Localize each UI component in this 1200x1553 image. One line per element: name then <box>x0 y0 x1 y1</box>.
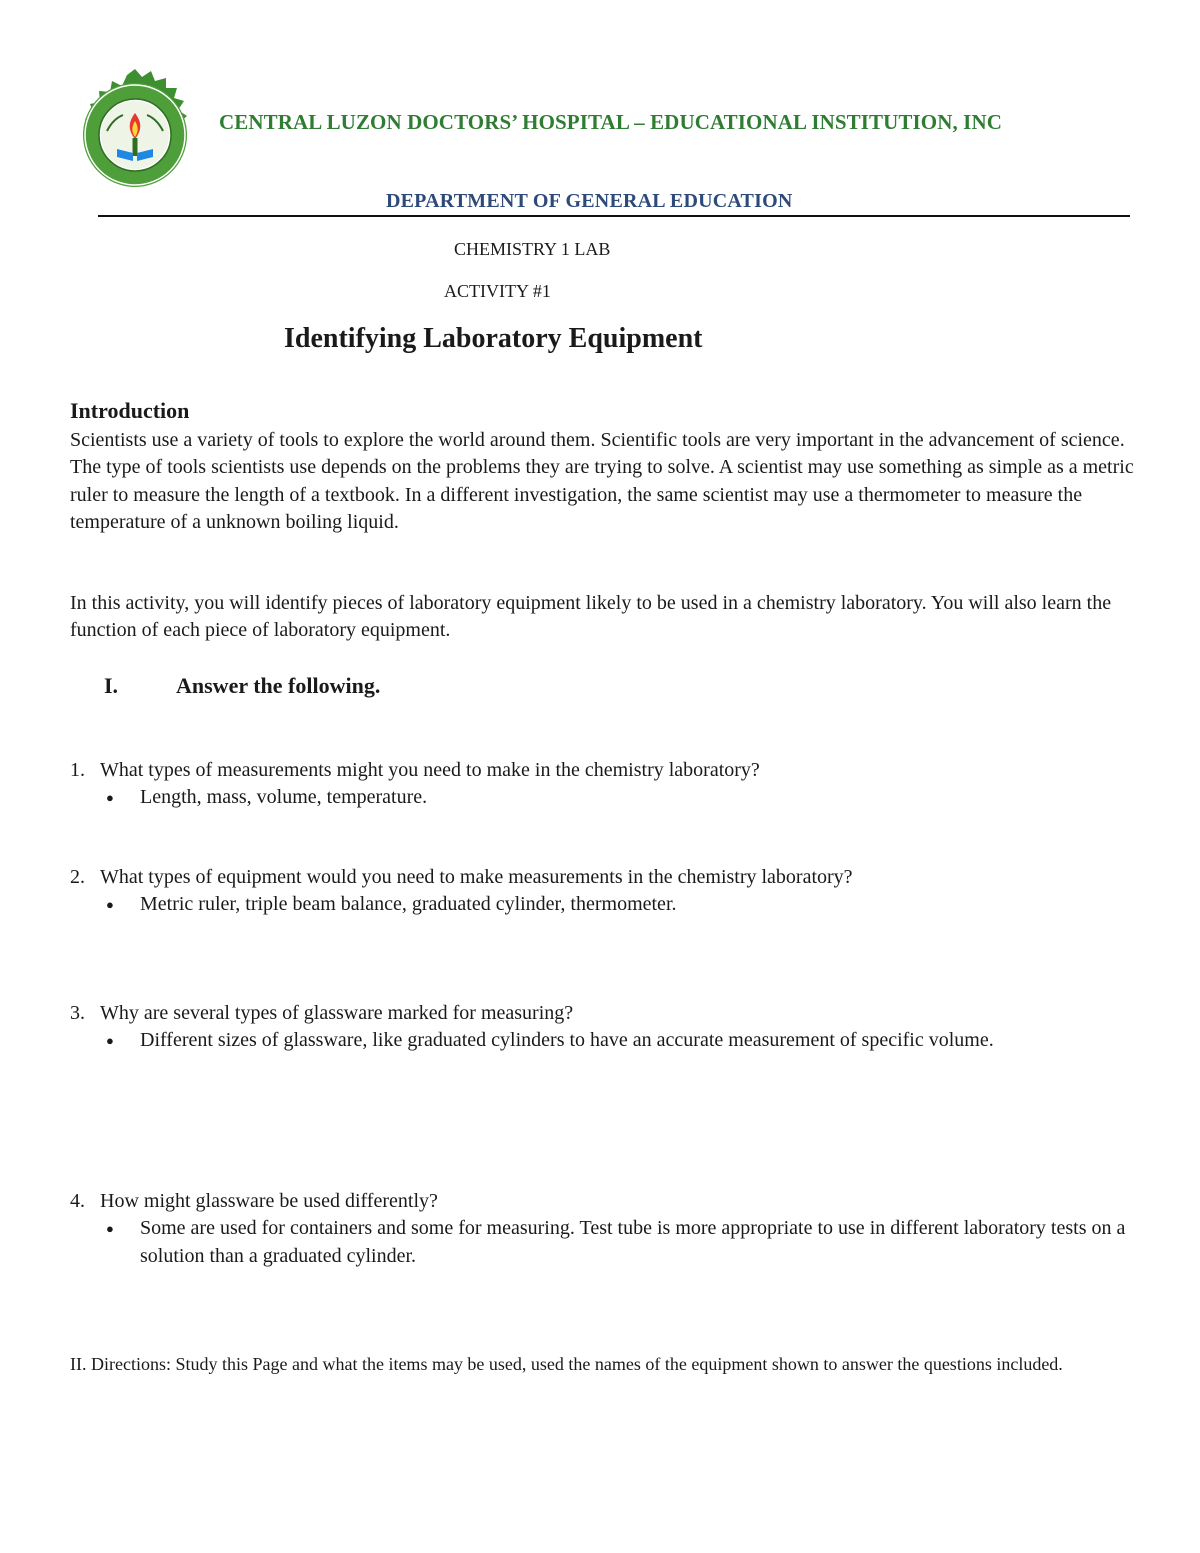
question-text: Why are several types of glassware marked for measuring? <box>100 1002 574 1024</box>
question-item <box>70 864 1130 919</box>
question-number: 2. <box>70 866 85 888</box>
introduction-heading: Introduction <box>70 398 190 423</box>
department-name: DEPARTMENT OF GENERAL EDUCATION <box>386 190 793 212</box>
section-one-heading <box>104 673 380 699</box>
header-divider <box>98 215 1130 217</box>
introduction-paragraph-1: Scientists use a variety of tools to explore the world around them. Scientific tools are very important in the advancement of science. The type of tools scientists use depends on the problems they are trying to solve. A scientist may use something as simple as a metric ruler to measure the length of a textbook. In a different investigation, the same scientist may use a thermometer to measure the temperature of a unknown boiling liquid. <box>70 429 1134 533</box>
answer-text: Different sizes of glassware, like graduated cylinders to have an accurate measurement of specific volume. <box>140 1029 994 1052</box>
bullet-icon: ● <box>106 790 114 806</box>
question-number: 4. <box>70 1190 85 1212</box>
activity-label: ACTIVITY #1 <box>444 281 551 301</box>
answer-text: Some are used for containers and some for measuring. Test tube is more appropriate to use in different laboratory tests on a solution than a graduated cylinder. <box>140 1217 1126 1267</box>
bullet-icon: ● <box>106 897 114 913</box>
answer-text: Metric ruler, triple beam balance, graduated cylinder, thermometer. <box>140 893 677 916</box>
section-one-title: Answer the following. <box>176 673 381 698</box>
question-text: What types of equipment would you need to make measurements in the chemistry laboratory? <box>100 866 853 888</box>
question-number: 1. <box>70 759 85 781</box>
institution-seal-logo <box>68 68 202 202</box>
question-text: What types of measurements might you need to make in the chemistry laboratory? <box>100 759 760 781</box>
section-two-directions: II. Directions: Study this Page and what the items may be used, used the names of the equipment shown to answer the questions included. <box>70 1354 1063 1374</box>
answer-text: Length, mass, volume, temperature. <box>140 786 428 809</box>
bullet-icon: ● <box>106 1033 114 1049</box>
institution-name: CENTRAL LUZON DOCTORS’ HOSPITAL – EDUCATIONAL INSTITUTION, INC <box>219 110 1002 134</box>
question-item <box>70 757 1130 812</box>
question-item <box>70 1000 1130 1055</box>
question-number: 3. <box>70 1002 85 1024</box>
page-title: Identifying Laboratory Equipment <box>284 323 703 354</box>
introduction-paragraph-2: In this activity, you will identify pieces of laboratory equipment likely to be used in a chemistry laboratory. You will also learn the function of each piece of laboratory equipment. <box>70 592 1112 642</box>
course-label: CHEMISTRY 1 LAB <box>454 239 611 259</box>
question-text: How might glassware be used differently? <box>100 1190 438 1212</box>
section-one-number: I. <box>104 673 119 698</box>
bullet-icon: ● <box>106 1221 114 1237</box>
question-item <box>70 1188 1130 1270</box>
